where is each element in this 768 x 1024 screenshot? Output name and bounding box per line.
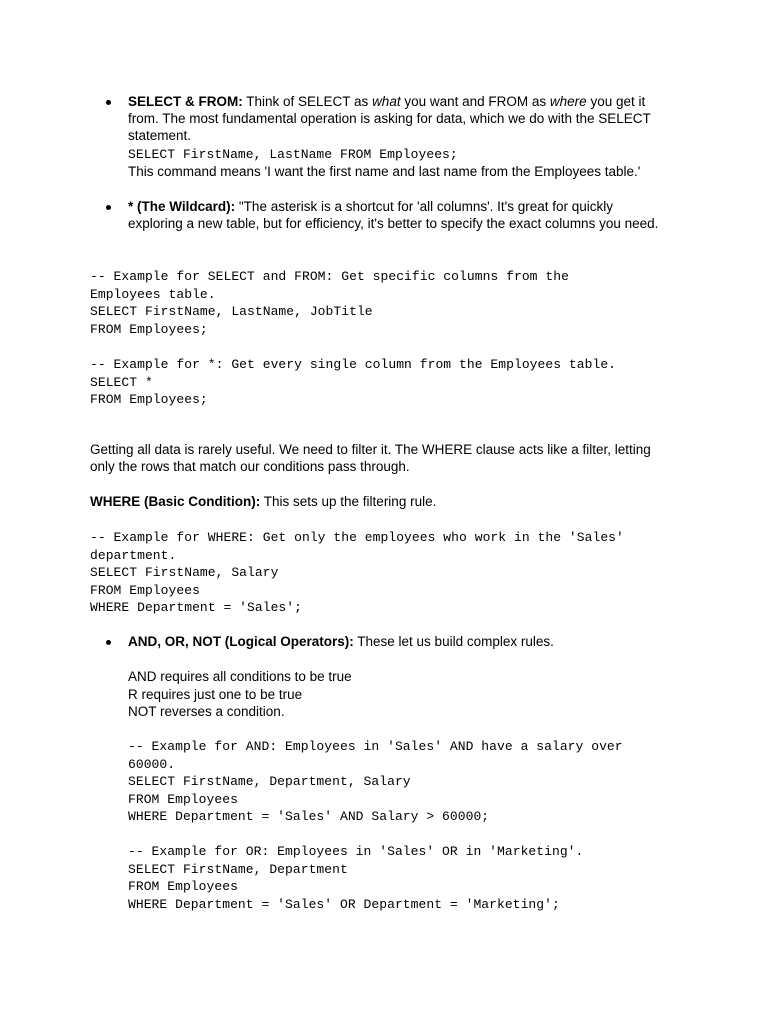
code-line: FROM Employees bbox=[90, 582, 200, 598]
code-line: SELECT FirstName, Salary bbox=[90, 565, 279, 580]
operator-description: NOT reverses a condition. bbox=[128, 704, 285, 719]
code-line: -- Example for AND: Employees in 'Sales' AND have a salary over bbox=[128, 739, 623, 754]
paragraph-line: only the rows that match our conditions pass through. bbox=[90, 459, 410, 474]
code-line: Employees table. bbox=[90, 286, 216, 302]
text-fragment: you want and FROM as bbox=[400, 94, 550, 109]
inline-code-select: SELECT FirstName, LastName FROM Employees; bbox=[128, 147, 458, 162]
text-fragment: you get it bbox=[586, 94, 646, 109]
bullet-select-from-line3: statement. bbox=[128, 128, 192, 143]
where-heading bbox=[90, 493, 436, 510]
code-line: FROM Employees bbox=[128, 879, 238, 894]
bullet-marker bbox=[106, 100, 111, 105]
code-line: WHERE Department = 'Sales' AND Salary > 60000; bbox=[128, 809, 490, 824]
code-line: 60000. bbox=[128, 756, 176, 772]
bullet-select-from-line4: This command means 'I want the first name and last name from the Employees table.' bbox=[128, 164, 641, 179]
code-line: SELECT * bbox=[90, 374, 153, 390]
bullet-marker bbox=[106, 205, 111, 210]
bullet-select-from-label: SELECT & FROM: bbox=[128, 94, 243, 109]
code-line: SELECT FirstName, Department bbox=[128, 861, 348, 877]
code-line: department. bbox=[90, 547, 177, 563]
code-line: -- Example for WHERE: Get only the employees who work in the 'Sales' bbox=[90, 530, 624, 545]
bullet-logical-operators-label: AND, OR, NOT (Logical Operators): bbox=[128, 634, 354, 649]
code-line: -- Example for *: Get every single column from the Employees table. bbox=[90, 357, 617, 372]
code-line: WHERE Department = 'Sales' OR Department = 'Marketing'; bbox=[128, 896, 560, 912]
paragraph-line: Getting all data is rarely useful. We need to filter it. The WHERE clause acts like a filter, letting bbox=[90, 442, 651, 457]
bullet-wildcard-label: * (The Wildcard): bbox=[128, 199, 236, 214]
text-fragment: Think of SELECT as bbox=[242, 94, 373, 109]
bullet-select-from-line2: from. The most fundamental operation is asking for data, which we do with the SELECT bbox=[128, 111, 651, 126]
code-line: FROM Employees; bbox=[90, 321, 208, 337]
bullet-select-from-line1 bbox=[128, 93, 645, 110]
code-line: -- Example for SELECT and FROM: Get specific columns from the bbox=[90, 269, 569, 284]
where-heading-label: WHERE (Basic Condition): bbox=[90, 494, 261, 509]
bullet-logical-operators-line1 bbox=[128, 633, 554, 650]
emphasis-what: what bbox=[372, 94, 401, 109]
code-line: SELECT FirstName, LastName, JobTitle bbox=[90, 304, 373, 319]
code-line: WHERE Department = 'Sales'; bbox=[90, 600, 302, 615]
bullet-wildcard-line2: exploring a new table, but for efficiency, it's better to specify the exact columns you need. bbox=[128, 216, 659, 231]
text-fragment: "The asterisk is a shortcut for 'all columns'. It's great for quickly bbox=[235, 199, 614, 214]
code-line: -- Example for OR: Employees in 'Sales' OR in 'Marketing'. bbox=[128, 844, 584, 859]
code-line: SELECT FirstName, Department, Salary bbox=[128, 774, 411, 789]
bullet-wildcard-line1 bbox=[128, 198, 613, 215]
operator-description: R requires just one to be true bbox=[128, 686, 303, 702]
bullet-marker bbox=[106, 640, 111, 645]
text-fragment: This sets up the filtering rule. bbox=[260, 494, 437, 509]
code-line: FROM Employees; bbox=[90, 392, 208, 407]
operator-description: AND requires all conditions to be true bbox=[128, 669, 352, 684]
code-line: FROM Employees bbox=[128, 791, 238, 807]
emphasis-where: where bbox=[549, 94, 587, 109]
text-fragment: These let us build complex rules. bbox=[353, 634, 554, 649]
